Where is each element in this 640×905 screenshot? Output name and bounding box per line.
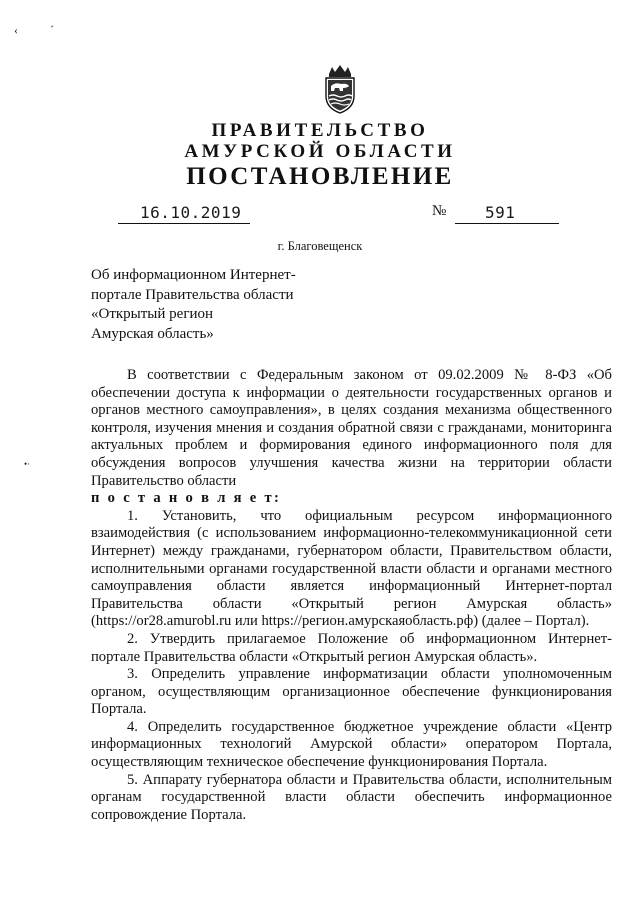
document-date: 16.10.2019 — [140, 203, 242, 222]
scan-mark: ´ — [50, 23, 54, 37]
preamble-paragraph: В соответствии с Федеральным законом от 09.02.2009 № 8-ФЗ «Об обеспечении доступа к информации о деятельности государственных органов и органов местного самоуправления», в целях создания механизма общественного контроля, изучения мнения и создания обратной связи с гражданами, мониторинга актуальных проблем и формирования единого информационного поля для обсуждения вопросов улучшения качества жизни на территории области Правительство области — [91, 367, 612, 489]
document-title — [91, 266, 351, 344]
title-line: Об информационном Интернет- — [91, 267, 296, 283]
organization-name-line1: ПРАВИТЕЛЬСТВО — [211, 120, 429, 141]
decree-line — [91, 490, 612, 508]
scan-mark: •· — [24, 459, 31, 469]
clause-paragraph: 1. Установить, что официальным ресурсом информационного взаимодействия (с использованием информационно-телекоммуникационной сети Интернет) между гражданами, губернатором области, Правительством области, исполнительными органами государственной власти области и органами местного самоуправления области является информационный Интернет-портал Правительства области «Открытый регион Амурская область» (https://or28.amurobl.ru или https://регион.амурскаяобласть.рф) (далее – Портал). — [91, 507, 612, 630]
organization-name-line2: АМУРСКОЙ ОБЛАСТИ — [184, 141, 456, 162]
document-body — [91, 367, 612, 824]
clause-paragraph: 4. Определить государственное бюджетное учреждение области «Центр информационных технологий Амурской области» оператором Портала, осуществляющим техническое обеспечение функционирования Портала. — [91, 718, 612, 771]
document-date-field — [118, 203, 250, 224]
document-number-field — [455, 203, 559, 224]
coat-of-arms-icon — [323, 64, 357, 114]
document-number: 591 — [485, 203, 516, 222]
title-line: портале Правительства области — [91, 286, 294, 303]
number-sign: № — [432, 203, 447, 219]
city-name: г. Благовещенск — [277, 239, 363, 253]
decree-word: п о с т а н о в л я е т: — [91, 490, 282, 507]
clause-paragraph: 5. Аппарату губернатора области и Правительства области, исполнительным органам государственной власти области обеспечить информационное сопровождение Портала. — [91, 771, 612, 823]
title-line: Амурская область» — [91, 325, 214, 342]
clause-paragraph: 3. Определить управление информатизации области уполномоченным органом, осуществляющим организационное обеспечение функционирования Портала. — [91, 666, 612, 718]
title-line: «Открытый регион — [91, 306, 214, 322]
scan-mark: ‹ — [14, 23, 18, 37]
clause-paragraph: 2. Утвердить прилагаемое Положение об информационном Интернет-портале Правительства области «Открытый регион Амурская область». — [91, 630, 612, 665]
document-type: ПОСТАНОВЛЕНИЕ — [186, 163, 454, 190]
